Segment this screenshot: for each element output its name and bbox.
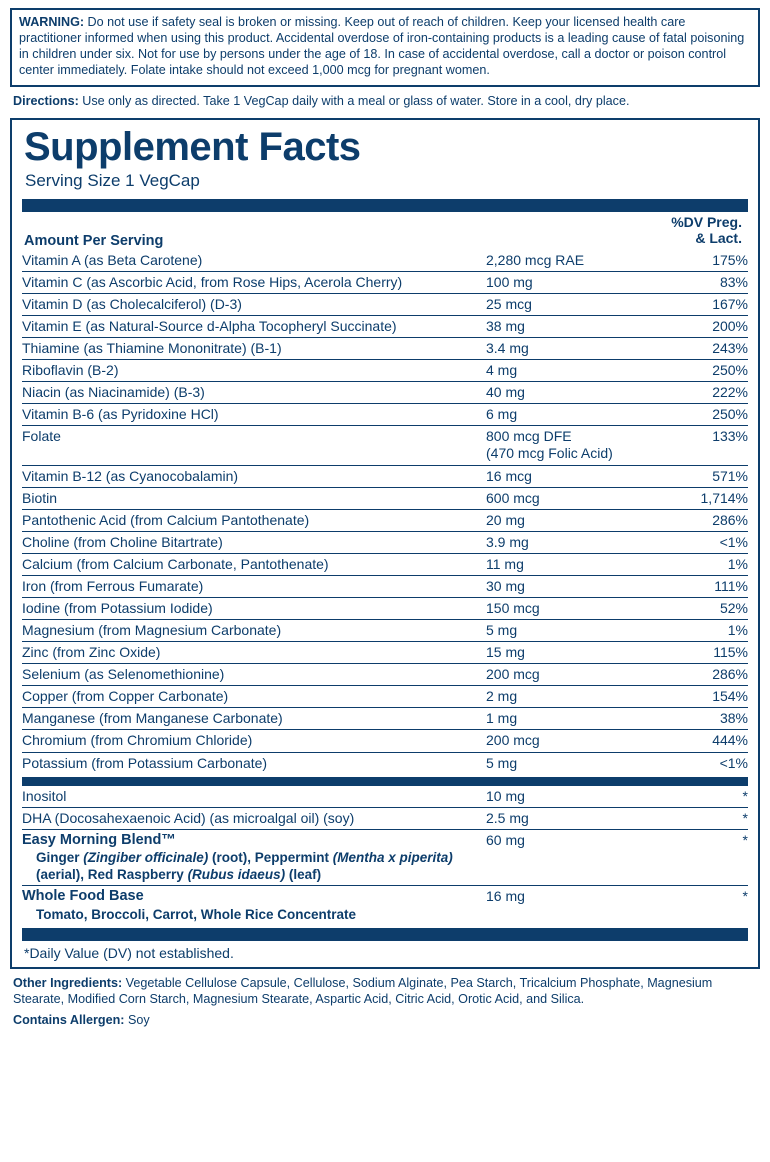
table-row	[22, 293, 748, 315]
table-row	[22, 315, 748, 337]
nutrient-amount: 11 mg	[486, 553, 656, 575]
nutrient-name: Magnesium (from Magnesium Carbonate)	[22, 620, 486, 642]
nutrient-amount: 30 mg	[486, 575, 656, 597]
nutrient-dv: 286%	[656, 664, 748, 686]
nutrient-amount: 150 mcg	[486, 597, 656, 619]
nutrient-amount	[486, 426, 656, 465]
nutrient-name: Zinc (from Zinc Oxide)	[22, 642, 486, 664]
nutrient-amount: 4 mg	[486, 360, 656, 382]
table-row	[22, 271, 748, 293]
table-row	[22, 807, 748, 829]
table-row	[22, 404, 748, 426]
table-row	[22, 382, 748, 404]
nutrient-name: Copper (from Copper Carbonate)	[22, 686, 486, 708]
nutrient-dv: 115%	[656, 642, 748, 664]
nutrient-amount: 25 mcg	[486, 293, 656, 315]
allergen-block	[10, 1013, 760, 1029]
nutrient-dv: 571%	[656, 465, 748, 487]
nutrient-amount: 16 mcg	[486, 465, 656, 487]
table-row	[22, 360, 748, 382]
nutrient-name: Pantothenic Acid (from Calcium Pantothenate)	[22, 509, 486, 531]
nutrient-amount: 2,280 mcg RAE	[486, 251, 585, 268]
nutrient-dv: 111%	[656, 575, 748, 597]
nutrient-amount: 6 mg	[486, 404, 656, 426]
nutrient-name: Vitamin D (as Cholecalciferol) (D-3)	[22, 293, 486, 315]
blend-desc-b-italic: (Mentha x piperita)	[332, 850, 453, 866]
nutrient-dv: 286%	[656, 509, 748, 531]
supplement-facts-panel	[10, 118, 760, 969]
nutrient-name: Vitamin E (as Natural-Source d-Alpha Tocopheryl Succinate)	[22, 315, 486, 337]
nutrient-dv: 222%	[656, 382, 748, 404]
nutrient-dv: 154%	[656, 686, 748, 708]
nutrient-dv: *	[656, 807, 748, 829]
nutrient-name: Calcium (from Calcium Carbonate, Pantothenate)	[22, 553, 486, 575]
table-row	[22, 465, 748, 487]
nutrient-name: Vitamin B-12 (as Cyanocobalamin)	[22, 465, 486, 487]
nutrient-name: Vitamin C (as Ascorbic Acid, from Rose Hips, Acerola Cherry)	[22, 271, 486, 293]
nutrient-dv: 52%	[656, 597, 748, 619]
blend-desc-c-italic: (Rubus idaeus)	[187, 866, 286, 882]
table-row	[22, 752, 748, 774]
nutrient-amount: 5 mg	[486, 752, 656, 774]
nutrient-name: Thiamine (as Thiamine Mononitrate) (B-1)	[22, 338, 486, 360]
table-row	[22, 620, 748, 642]
footer-divider-bar	[22, 928, 748, 941]
table-row	[22, 338, 748, 360]
nutrient-dv: 133%	[656, 426, 748, 465]
table-row	[22, 250, 748, 272]
blend-table	[22, 786, 748, 926]
nutrient-name: Iron (from Ferrous Fumarate)	[22, 575, 486, 597]
nutrient-amount: 38 mg	[486, 315, 656, 337]
table-row	[22, 730, 748, 752]
header-divider-bar	[22, 199, 748, 212]
blend-description: Tomato, Broccoli, Carrot, Whole Rice Concentrate	[36, 907, 357, 923]
nutrient-dv: 444%	[656, 730, 748, 752]
allergen-text: Soy	[124, 1012, 150, 1027]
serving-size: Serving Size 1 VegCap	[25, 170, 200, 190]
blend-desc-a-italic: (Zingiber officinale)	[83, 850, 209, 866]
blend-name-cell	[22, 829, 486, 886]
nutrient-dv: 1%	[656, 620, 748, 642]
nutrient-name: Chromium (from Chromium Chloride)	[22, 730, 486, 752]
nutrient-amount: 2.5 mg	[486, 807, 656, 829]
table-row	[22, 575, 748, 597]
nutrient-name: DHA (Docosahexaenoic Acid) (as microalgal oil) (soy)	[22, 807, 486, 829]
nutrient-dv: *	[742, 787, 748, 804]
daily-value-footnote: *Daily Value (DV) not established.	[24, 944, 234, 961]
nutrient-dv: 167%	[656, 293, 748, 315]
allergen-label: Contains Allergen:	[13, 1012, 125, 1027]
nutrient-amount-line1: 800 mcg DFE	[486, 428, 572, 445]
table-row	[22, 509, 748, 531]
nutrient-amount: 20 mg	[486, 509, 656, 531]
warning-text: Do not use if safety seal is broken or missing. Keep out of reach of children. Keep your licensed health care practitioner informed when using this product. Accidental overdose of iron-containing products is a leading cause of fatal poisoning in children under six. Not for use by persons under the age of 18. In case of accidental overdose, call a doctor or poison control center immediately. Folate intake should not exceed 1,000 mcg for pregnant women.	[19, 15, 745, 77]
nutrient-table	[22, 250, 748, 774]
dv-column-header	[671, 214, 742, 247]
nutrient-dv: 250%	[656, 404, 748, 426]
nutrient-amount: 100 mg	[486, 271, 656, 293]
nutrient-amount: 15 mg	[486, 642, 656, 664]
table-row	[22, 531, 748, 553]
nutrient-amount: 10 mg	[486, 787, 525, 804]
nutrient-name: Vitamin B-6 (as Pyridoxine HCl)	[22, 404, 486, 426]
table-row	[22, 553, 748, 575]
table-row	[22, 487, 748, 509]
nutrient-amount: 40 mg	[486, 382, 656, 404]
blend-desc-d: (leaf)	[285, 866, 322, 882]
nutrient-name: Vitamin A (as Beta Carotene)	[22, 251, 203, 268]
table-header-row	[22, 214, 748, 250]
nutrient-name: Folate	[22, 426, 486, 465]
nutrient-name: Iodine (from Potassium Iodide)	[22, 597, 486, 619]
table-row-whole-food-base	[22, 886, 748, 926]
warning-label: WARNING:	[19, 15, 85, 29]
nutrient-amount: 3.4 mg	[486, 338, 656, 360]
nutrient-name: Riboflavin (B-2)	[22, 360, 486, 382]
blend-desc-a: Ginger	[36, 850, 84, 866]
other-ingredients-block	[10, 976, 760, 1008]
table-row	[22, 664, 748, 686]
nutrient-name: Selenium (as Selenomethionine)	[22, 664, 486, 686]
nutrient-dv: 83%	[656, 271, 748, 293]
table-row	[22, 786, 748, 808]
directions-block	[10, 94, 760, 110]
nutrient-amount: 200 mcg	[486, 730, 656, 752]
nutrient-dv: 250%	[656, 360, 748, 382]
table-row	[22, 708, 748, 730]
table-row	[22, 597, 748, 619]
blend-description	[22, 850, 486, 883]
blend-name: Whole Food Base	[22, 888, 144, 905]
section-divider-bar	[22, 777, 748, 786]
nutrient-dv: *	[656, 886, 748, 926]
other-ingredients-label: Other Ingredients:	[13, 975, 123, 990]
nutrient-dv: <1%	[656, 531, 748, 553]
page-title: Supplement Facts	[24, 124, 361, 169]
dv-header-line2: & Lact.	[695, 230, 742, 247]
nutrient-dv: 175%	[712, 251, 748, 268]
nutrient-dv: *	[656, 829, 748, 886]
nutrient-amount: 3.9 mg	[486, 531, 656, 553]
nutrient-name: Inositol	[22, 787, 67, 804]
nutrient-amount: 16 mg	[486, 886, 656, 926]
amount-per-serving-label: Amount Per Serving	[24, 232, 164, 249]
nutrient-amount: 1 mg	[486, 708, 656, 730]
directions-text: Use only as directed. Take 1 VegCap daily with a meal or glass of water. Store in a cool, dry place.	[78, 93, 630, 108]
nutrient-dv: 1,714%	[656, 487, 748, 509]
nutrient-amount: 2 mg	[486, 686, 656, 708]
table-row	[22, 642, 748, 664]
nutrient-name: Potassium (from Potassium Carbonate)	[22, 752, 486, 774]
directions-label: Directions:	[13, 93, 79, 108]
nutrient-amount: 600 mcg	[486, 487, 656, 509]
nutrient-amount: 60 mg	[486, 829, 656, 886]
nutrient-name: Manganese (from Manganese Carbonate)	[22, 708, 486, 730]
nutrient-amount: 200 mcg	[486, 664, 656, 686]
blend-name-cell	[22, 886, 486, 926]
nutrient-name: Biotin	[22, 487, 486, 509]
nutrient-dv: 200%	[656, 315, 748, 337]
nutrient-name: Niacin (as Niacinamide) (B-3)	[22, 382, 486, 404]
table-row-easy-morning-blend	[22, 829, 748, 886]
blend-name: Easy Morning Blend™	[22, 831, 176, 848]
blend-desc-c: (aerial), Red Raspberry	[36, 866, 188, 882]
other-ingredients-text: Vegetable Cellulose Capsule, Cellulose, Sodium Alginate, Pea Starch, Tricalcium Phosphate, Magnesium Stearate, Modified Corn Starch, Magnesium Stearate, Aspartic Acid, Citric Acid, Orotic Acid, and Silica.	[13, 975, 713, 1006]
nutrient-name: Choline (from Choline Bitartrate)	[22, 531, 486, 553]
nutrient-amount-line2: (470 mcg Folic Acid)	[486, 445, 613, 462]
warning-box	[10, 8, 760, 87]
nutrient-dv: <1%	[656, 752, 748, 774]
nutrient-dv: 243%	[656, 338, 748, 360]
dv-header-line1: %DV Preg.	[671, 213, 742, 230]
nutrient-dv: 38%	[656, 708, 748, 730]
table-row	[22, 686, 748, 708]
nutrient-dv: 1%	[656, 553, 748, 575]
table-row	[22, 426, 748, 465]
blend-desc-b: (root), Peppermint	[208, 850, 333, 866]
nutrient-amount: 5 mg	[486, 620, 656, 642]
